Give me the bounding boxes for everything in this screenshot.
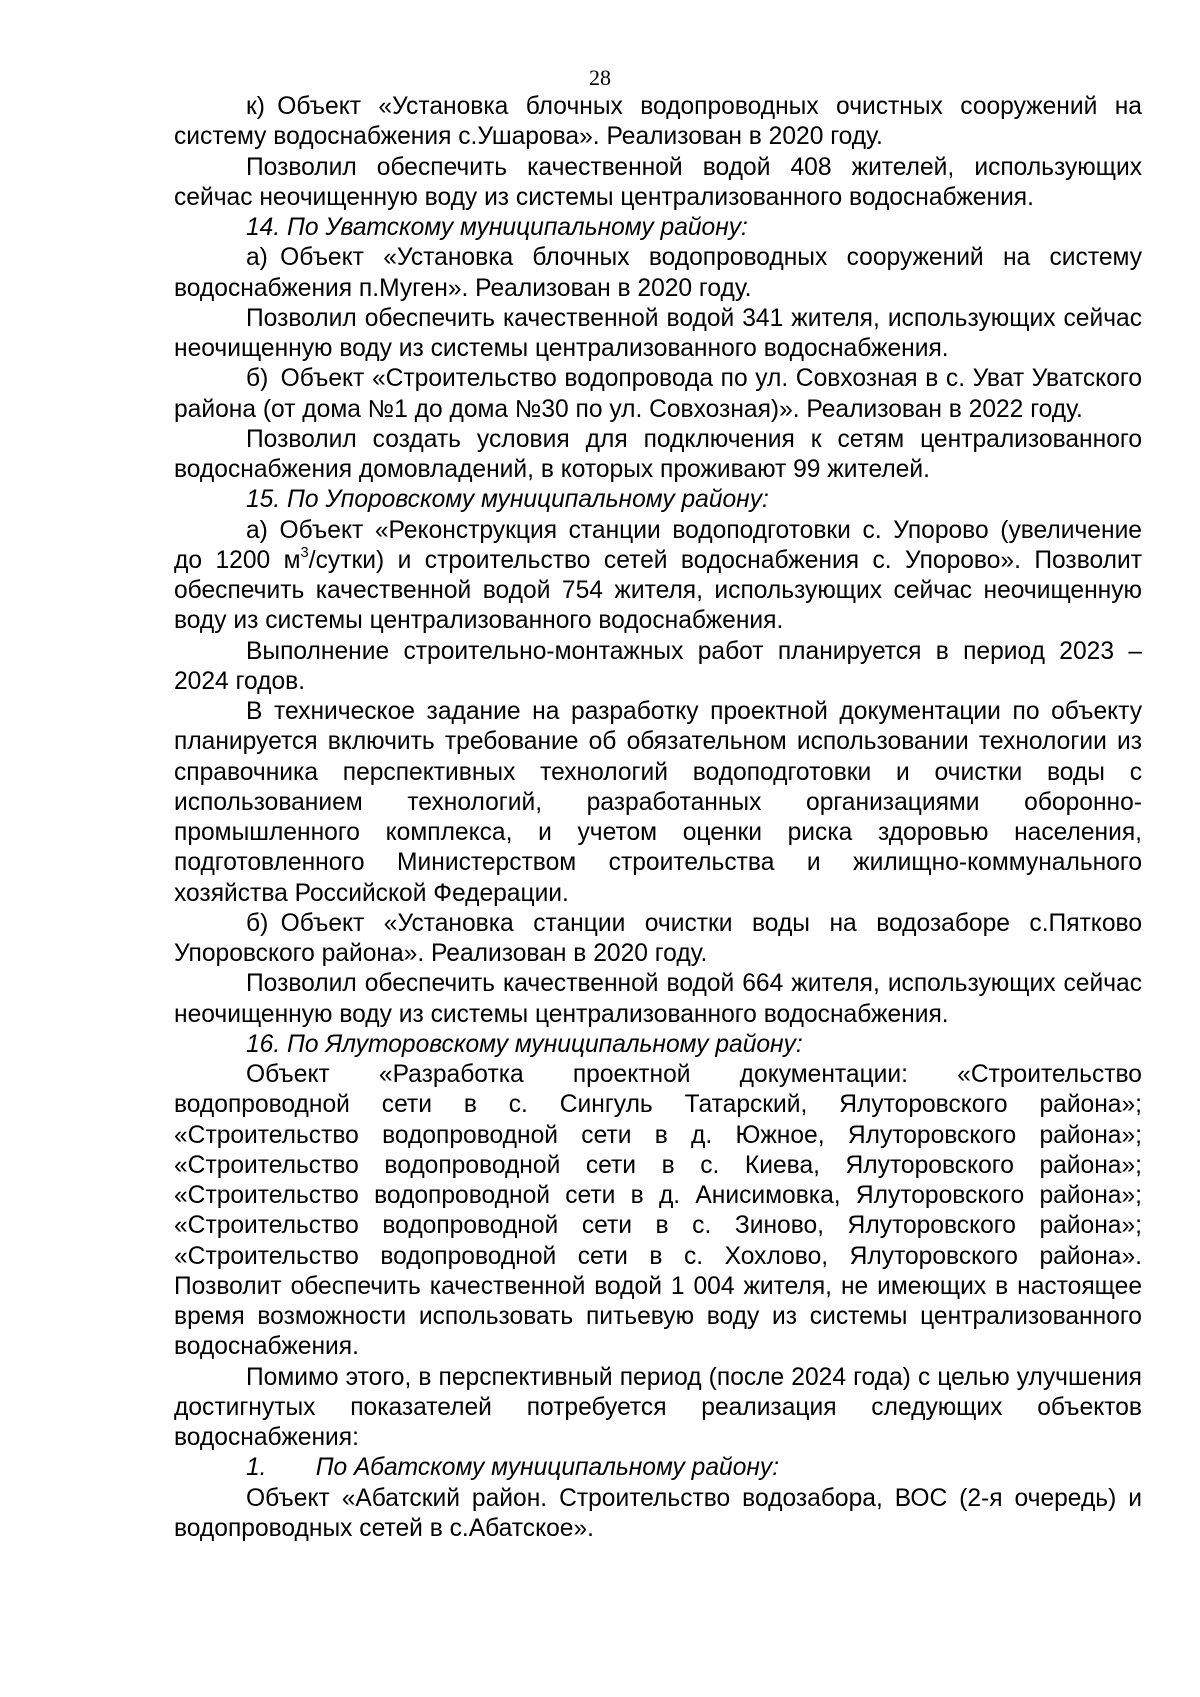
section-heading-uvat: 14. По Уватскому муниципальному району: — [246, 214, 748, 241]
paragraph-mugen-object: а) Объект «Установка блочных водопроводных сооружений на систему водоснабжения п.Муген». Реализован в 2020 году. — [174, 244, 1142, 302]
paragraph-ushrova-result: Позволил обеспечить качественной водой 408 жителей, использующих сейчас неочищенную воду из системы централизованного водоснабжения. — [174, 153, 1142, 211]
paragraph-technical-assignment: В техническое задание на разработку проектной документации по объекту планируется включить требование об обязательном использовании технологии из справочника перспективных технологий водоподготовки и очистки воды с использованием технологий, разработанных организациями оборонно-промышленного комплекса, и учетом оценки риска здоровью населения, подготовленного Министерством строительства и жилищно-коммунального хозяйства Российской Федерации. — [174, 698, 1142, 907]
paragraph-uporovo-schedule: Выполнение строительно-монтажных работ планируется в период 2023 – 2024 годов. — [174, 637, 1142, 695]
paragraph-mugen-result: Позволил обеспечить качественной водой 341 жителя, использующих сейчас неочищенную воду из системы централизованного водоснабжения. — [174, 304, 1142, 362]
paragraph-yalutorovsk-object: Объект «Разработка проектной документации: «Строительство водопроводной сети в с. Сингуль Татарский, Ялуторовского района»; «Строительство водопроводной сети в д. Южное, Ялуторовского района»; «Строительство водопроводной сети в с. Киева, Ялуторовского района»; «Строительство водопроводной сети в д. Анисимовка, Ялуторовского района»; «Строительство водопроводной сети в с. Зиново, Ялуторовского района»; «Строительство водопроводной сети в с. Хохлово, Ялуторовского района». Позволит обеспечить качественной водой 1 004 жителя, не имеющих в настоящее время возможности использовать питьевую воду из системы централизованного водоснабжения. — [174, 1061, 1142, 1361]
page-number: 28 — [589, 65, 611, 90]
document-body — [174, 92, 1142, 1544]
paragraph-pyatkovo-result: Позволил обеспечить качественной водой 664 жителя, использующих сейчас неочищенную воду из системы централизованного водоснабжения. — [174, 970, 1142, 1028]
paragraph-pyatkovo-object: б) Объект «Установка станции очистки воды на водозаборе с.Пятково Упоровского района». Реализован в 2020 году. — [174, 909, 1142, 967]
uporovo-object-text-end: /сутки) и строительство сетей водоснабжения с. Упорово». Позволит обеспечить качественной водой 754 жителя, использующих сейчас неочищенную воду из системы централизованного водоснабжения. — [174, 546, 1142, 635]
paragraph-uvat-pipeline-result: Позволил создать условия для подключения к сетям централизованного водоснабжения домовладений, в которых проживают 99 жителей. — [174, 425, 1142, 483]
section-heading-yalutorovsk: 16. По Ялуторовскому муниципальному району: — [246, 1030, 803, 1058]
section-heading-abatsk: 1. По Абатскому муниципальному району: — [246, 1454, 780, 1482]
cubic-superscript: 3 — [300, 544, 309, 561]
paragraph-abatsk-object: Объект «Абатский район. Строительство водозабора, ВОС (2-я очередь) и водопроводных сетей в с.Абатское». — [174, 1484, 1142, 1542]
uporovo-object-text-start: а) Объект «Реконструкция станции водоподготовки с. Упорово (увеличение до 1200 м — [174, 516, 1142, 574]
section-heading-uporovo: 15. По Упоровскому муниципальному району: — [246, 486, 769, 514]
paragraph-future-period: Помимо этого, в перспективный период (после 2024 года) с целью улучшения достигнутых показателей потребуется реализация следующих объектов водоснабжения: — [174, 1363, 1142, 1451]
paragraph-uvat-pipeline-object: б) Объект «Строительство водопровода по ул. Совхозная в с. Уват Уватского района (от дома №1 до дома №30 по ул. Совхозная)». Реализован в 2022 году. — [174, 365, 1142, 423]
paragraph-ushrova-object: к) Объект «Установка блочных водопроводных очистных сооружений на систему водоснабжения с.Ушарова». Реализован в 2020 году. — [174, 93, 1142, 151]
paragraph-uporovo-object — [174, 516, 1142, 637]
